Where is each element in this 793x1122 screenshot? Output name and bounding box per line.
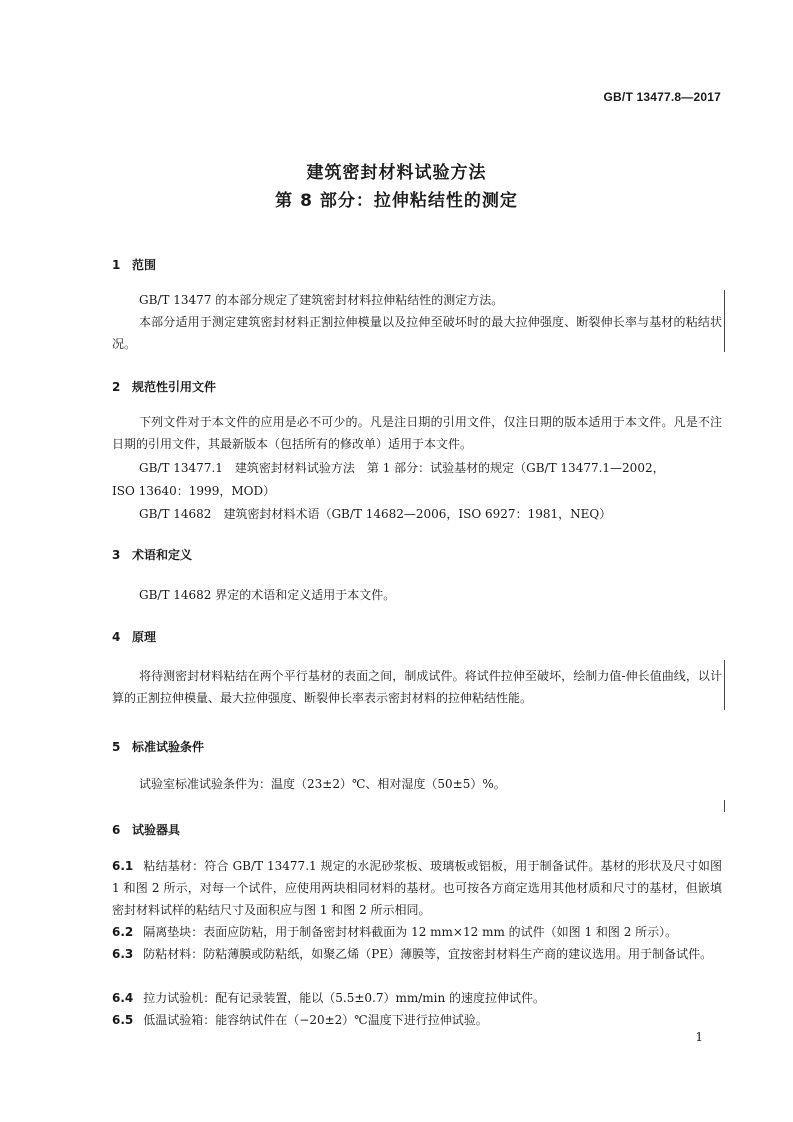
section-title: 试验器具 bbox=[132, 823, 181, 837]
section-1-para-1: GB/T 13477 的本部分规定了建筑密封材料拉伸粘结性的测定方法。 bbox=[139, 293, 504, 307]
section-number: 6 bbox=[112, 823, 121, 837]
section-1-para-2: 本部分适用于测定建筑密封材料正割拉伸模量以及拉伸至破坏时的最大拉伸强度、断裂伸长率与基材的粘结状况。 bbox=[112, 315, 722, 351]
section-3-heading bbox=[112, 546, 192, 563]
section-5-heading bbox=[112, 738, 204, 755]
reference-1-line-1: GB/T 13477.1 建筑密封材料试验方法 第 1 部分：试验基材的规定（GB/T 13477.1—2002， bbox=[139, 461, 665, 475]
section-1-heading bbox=[112, 256, 156, 273]
section-number: 3 bbox=[112, 548, 121, 562]
section-4-heading bbox=[112, 628, 156, 645]
document-title: 建筑密封材料试验方法 bbox=[306, 163, 487, 183]
clause-number: 6.1 bbox=[112, 859, 134, 873]
clause-number: 6.4 bbox=[112, 991, 134, 1005]
clause-6-1 bbox=[112, 855, 722, 921]
section-title: 标准试验条件 bbox=[132, 740, 205, 754]
section-4-para-1: 将待测密封材料粘结在两个平行基材的表面之间，制成试件。将试件拉伸至破坏，绘制力值-伸长值曲线，以计算的正割拉伸模量、最大拉伸强度、断裂伸长率表示密封材料的拉伸粘结性能。 bbox=[112, 669, 722, 705]
clause-text: 拉力试验机：配有记录装置，能以（5.5±0.7）mm/min 的速度拉伸试件。 bbox=[143, 991, 546, 1005]
section-number: 1 bbox=[112, 258, 121, 272]
section-3-para-1: GB/T 14682 界定的术语和定义适用于本文件。 bbox=[139, 588, 396, 602]
clause-6-5 bbox=[112, 1009, 722, 1031]
clause-number: 6.2 bbox=[112, 925, 134, 939]
section-title: 范围 bbox=[132, 258, 157, 272]
standard-code: GB/T 13477.8—2017 bbox=[603, 90, 721, 104]
reference-1-line-2: ISO 13640：1999，MOD） bbox=[112, 484, 276, 498]
clause-number: 6.3 bbox=[112, 947, 134, 961]
section-5-para-1: 试验室标准试验条件为：温度（23±2）℃、相对湿度（50±5）%。 bbox=[139, 777, 506, 791]
section-title: 原理 bbox=[132, 630, 157, 644]
section-number: 4 bbox=[112, 630, 121, 644]
section-6-heading bbox=[112, 821, 180, 838]
section-title: 规范性引用文件 bbox=[132, 380, 217, 394]
section-2-para-1: 下列文件对于本文件的应用是必不可少的。凡是注日期的引用文件，仅注日期的版本适用于本文件。凡是不注日期的引用文件，其最新版本（包括所有的修改单）适用于本文件。 bbox=[112, 415, 722, 451]
section-2-heading bbox=[112, 378, 216, 395]
page-number: 1 bbox=[695, 1030, 703, 1044]
clause-text: 隔离垫块：表面应防粘，用于制备密封材料截面为 12 mm×12 mm 的试件（如图 1 和图 2 所示）。 bbox=[143, 925, 678, 939]
clause-6-2 bbox=[112, 921, 722, 943]
clause-6-4 bbox=[112, 987, 722, 1009]
margin-scan-mark bbox=[724, 800, 725, 812]
clause-text: 低温试验箱：能容纳试件在（−20±2）℃温度下进行拉伸试验。 bbox=[143, 1013, 488, 1027]
section-title: 术语和定义 bbox=[132, 548, 193, 562]
margin-scan-mark bbox=[724, 290, 725, 352]
clause-number: 6.5 bbox=[112, 1013, 134, 1027]
document-subtitle: 第 8 部分：拉伸粘结性的测定 bbox=[275, 191, 518, 211]
clause-text: 粘结基材：符合 GB/T 13477.1 规定的水泥砂浆板、玻璃板或铝板，用于制备试件。基材的形状及尺寸如图 1 和图 2 所示，对每一个试件，应使用两块相同材料的基材。也可按各方商定选用其他材质和尺寸的基材，但嵌填密封材料试样的粘结尺寸及面积应与图 1 和图 2 所示相同。 bbox=[112, 859, 722, 917]
reference-2: GB/T 14682 建筑密封材料术语（GB/T 14682—2006，ISO 6927：1981，NEQ） bbox=[139, 507, 612, 521]
section-number: 2 bbox=[112, 380, 121, 394]
margin-scan-mark bbox=[724, 660, 725, 710]
clause-text: 防粘材料：防粘薄膜或防粘纸，如聚乙烯（PE）薄膜等，宜按密封材料生产商的建议选用。用于制备试件。 bbox=[143, 947, 713, 961]
clause-6-3 bbox=[112, 943, 722, 965]
section-number: 5 bbox=[112, 740, 121, 754]
